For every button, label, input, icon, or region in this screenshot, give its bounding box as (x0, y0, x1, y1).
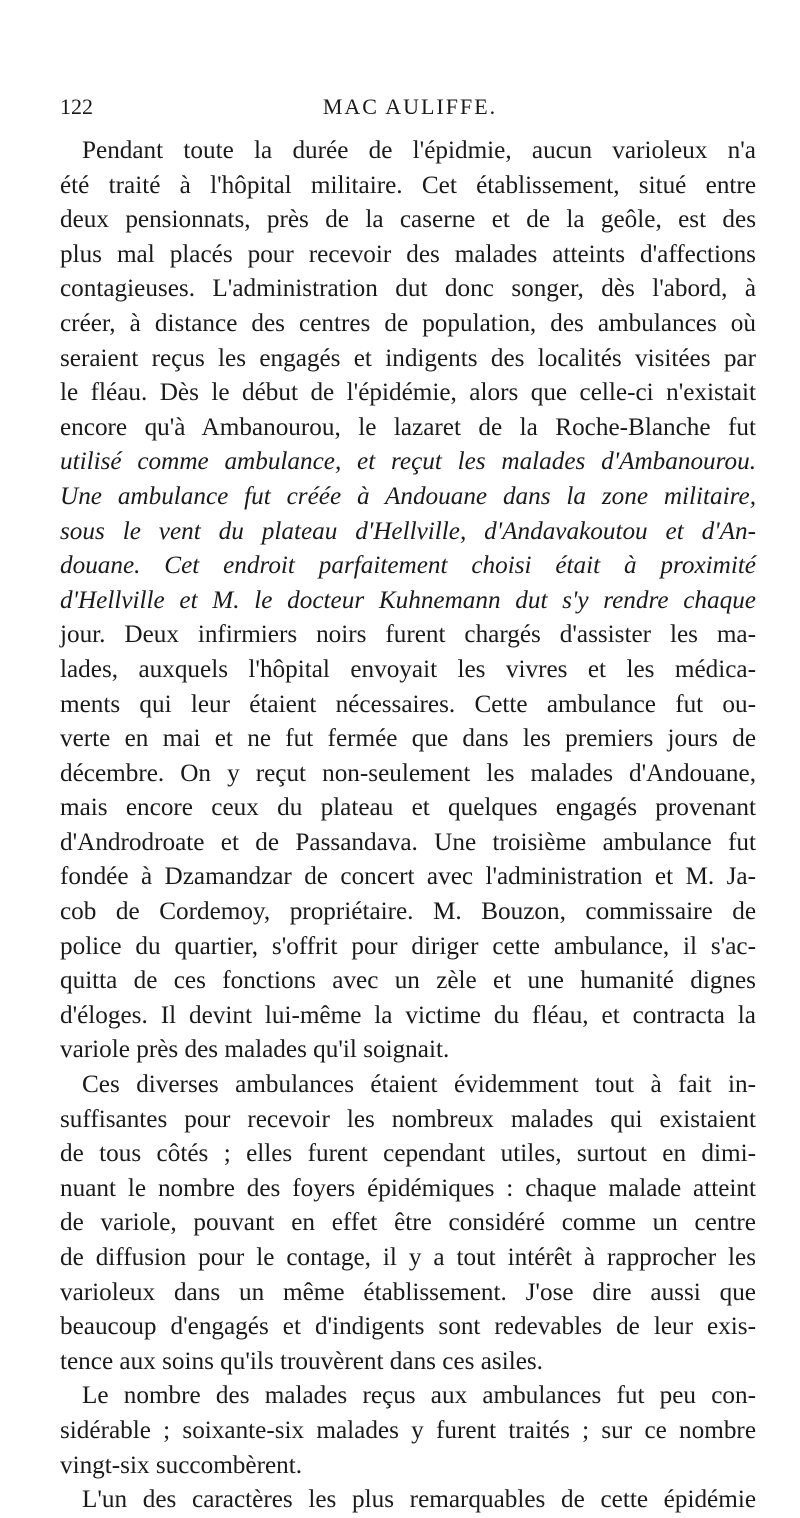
text-line: nuant le nombre des foyers épidémiques : chaque malade atteint (60, 1174, 756, 1202)
text-line: de diffusion pour le contage, il y a tout intérêt à rapprocher les (60, 1244, 756, 1271)
text-line: seraient reçus les engagés et indigents des localités visitées par (60, 344, 756, 372)
text-line: encore qu'à Ambanourou, le lazaret de la Roche-Blanche fut (60, 413, 756, 441)
text-line: le fléau. Dès le début de l'épidémie, alors que celle-ci n'existait (60, 379, 756, 407)
running-title: MAC AULIFFE. (322, 94, 498, 119)
text-line: d'Hellville et M. le docteur Kuhnemann dut s'y rendre chaque (60, 586, 756, 614)
text-line: d'Androdroate et de Passandava. Une troisième ambulance fut (60, 828, 756, 856)
text-line: Ces diverses ambulances étaient évidemment tout à fait in- (82, 1071, 756, 1099)
text-line: Une ambulance fut créée à Andouane dans la zone militaire, (60, 482, 756, 510)
text-line: L'un des caractères les plus remarquables de cette épidémie (82, 1486, 756, 1514)
text-line: police du quartier, s'offrit pour diriger cette ambulance, il s'ac- (60, 932, 756, 960)
text-line: cob de Cordemoy, propriétaire. M. Bouzon, commissaire de (60, 898, 756, 926)
text-line: variole près des malades qu'il soignait. (60, 1036, 450, 1064)
text-line: vingt-six succombèrent. (60, 1451, 303, 1479)
text-line: verte en mai et ne fut fermée que dans les premiers jours de (60, 725, 756, 753)
text-line: de tous côtés ; elles furent cependant utiles, surtout en dimi- (60, 1140, 756, 1168)
page-number: 122 (60, 94, 93, 119)
text-line: sidérable ; soixante-six malades y furent traités ; sur ce nombre (60, 1416, 756, 1444)
text-line: mais encore ceux du plateau et quelques engagés provenant (60, 794, 756, 822)
body-text (60, 134, 756, 1518)
text-line: sous le vent du plateau d'Hellville, d'Andavakoutou et d'An- (60, 517, 756, 545)
text-line: tence aux soins qu'ils trouvèrent dans ces asiles. (60, 1347, 543, 1375)
text-line: été traité à l'hôpital militaire. Cet établissement, situé entre (60, 171, 756, 199)
text-line: suffisantes pour recevoir les nombreux malades qui existaient (60, 1105, 756, 1133)
text-line: douane. Cet endroit parfaitement choisi était à proximité (60, 552, 756, 580)
text-line: ments qui leur étaient nécessaires. Cette ambulance fut ou- (60, 690, 756, 718)
text-line: de variole, pouvant en effet être considéré comme un centre (60, 1209, 756, 1237)
text-line: contagieuses. L'administration dut donc songer, dès l'abord, à (60, 275, 756, 303)
text-line: Pendant toute la durée de l'épidmie, aucun varioleux n'a (82, 137, 756, 164)
text-line: créer, à distance des centres de population, des ambulances où (60, 309, 756, 337)
text-line: deux pensionnats, près de la caserne et de la geôle, est des (60, 206, 756, 234)
text-line: d'éloges. Il devint lui-même la victime du fléau, et contracta la (60, 1001, 756, 1029)
text-line: quitta de ces fonctions avec un zèle et une humanité dignes (60, 967, 756, 995)
text-line: plus mal placés pour recevoir des malades atteints d'affections (60, 240, 756, 268)
text-line: fondée à Dzamandzar de concert avec l'administration et M. Ja- (60, 863, 756, 891)
text-line: utilisé comme ambulance, et reçut les malades d'Ambanourou. (60, 448, 756, 476)
text-line: beaucoup d'engagés et d'indigents sont redevables de leur exis- (60, 1313, 756, 1341)
text-line: jour. Deux infirmiers noirs furent chargés d'assister les ma- (60, 621, 756, 649)
page-header (60, 94, 760, 124)
text-line: varioleux dans un même établissement. J'ose dire aussi que (60, 1278, 756, 1306)
text-line: lades, auxquels l'hôpital envoyait les vivres et les médica- (60, 655, 756, 683)
text-line: Le nombre des malades reçus aux ambulances fut peu con- (82, 1382, 756, 1410)
text-line: décembre. On y reçut non-seulement les malades d'Andouane, (60, 759, 756, 787)
